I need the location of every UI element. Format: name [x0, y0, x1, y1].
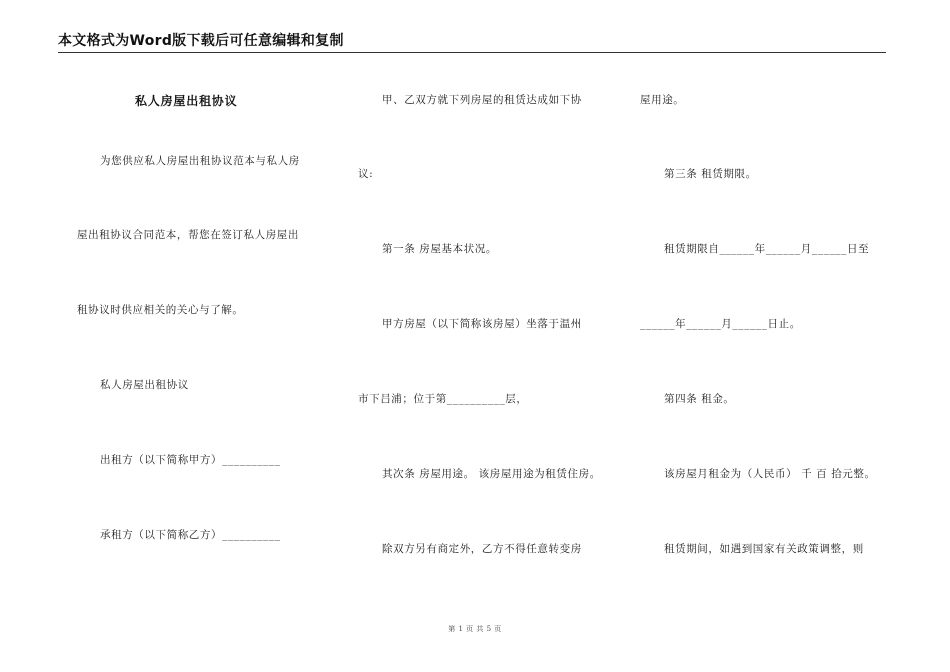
text-line: 私人房屋出租协议 — [100, 379, 189, 391]
text-line: 租赁期间，如遇到国家有关政策调整，则 — [664, 543, 864, 555]
page-number: 第 1 页 共 5 页 — [448, 625, 502, 633]
document-title: 私人房屋出租协议 — [135, 94, 238, 108]
text-line: 屋用途。 — [640, 94, 685, 106]
text-line: 出租方（以下简称甲方）__________ — [100, 454, 281, 466]
text-line: 其次条 房屋用途。 该房屋用途为租赁住房。 — [382, 468, 601, 480]
text-line: 承租方（以下简称乙方）__________ — [100, 529, 281, 541]
text-line: 第四条 租金。 — [664, 393, 735, 405]
text-line: 第三条 租赁期限。 — [664, 168, 757, 180]
text-line: 屋出租协议合同范本，帮您在签订私人房屋出 — [77, 229, 299, 241]
text-line: 市下吕浦；位于第__________层， — [358, 393, 528, 405]
text-line: 租赁期限自______年______月______日至 — [664, 243, 870, 255]
text-line: 第一条 房屋基本状况。 — [382, 243, 497, 255]
document-banner: 本文格式为Word版下载后可任意编辑和复制 — [58, 33, 344, 49]
text-line: 除双方另有商定外，乙方不得任意转变房 — [382, 543, 582, 555]
text-line: 租协议时供应相关的关心与了解。 — [77, 304, 244, 316]
text-line: 甲、乙双方就下列房屋的租赁达成如下协 — [382, 94, 582, 106]
text-line: 为您供应私人房屋出租协议范本与私人房 — [100, 155, 300, 167]
text-line: 议: — [358, 168, 374, 180]
text-line: 甲方房屋（以下简称该房屋）坐落于温州 — [382, 318, 582, 330]
text-line: ______年______月______日止。 — [640, 318, 801, 330]
text-line: 该房屋月租金为（人民币） 千 百 拾元整。 — [664, 468, 876, 480]
